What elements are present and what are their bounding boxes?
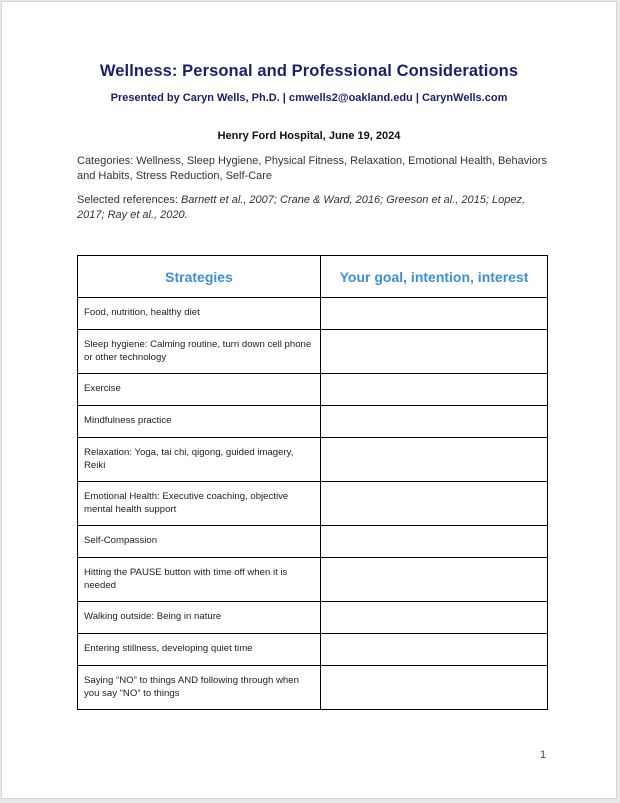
table-row [78,602,548,634]
strategy-cell: Entering stillness, developing quiet time [78,634,321,666]
table-row [78,406,548,438]
goal-header: Your goal, intention, interest [321,256,548,298]
strategy-cell: Self-Compassion [78,526,321,558]
goal-cell[interactable] [321,666,548,710]
table-row [78,330,548,374]
references-label: Selected references: [77,194,181,206]
goal-cell[interactable] [321,482,548,526]
table-header-row [78,256,548,298]
strategy-cell: Sleep hygiene: Calming routine, turn down cell phone or other technology [78,330,321,374]
strategy-cell: Relaxation: Yoga, tai chi, qigong, guided imagery, Reiki [78,438,321,482]
strategy-cell: Mindfulness practice [78,406,321,438]
strategies-table [77,255,548,710]
strategy-cell: Walking outside: Being in nature [78,602,321,634]
strategy-cell: Saying “NO” to things AND following through when you say “NO” to things [78,666,321,710]
strategies-header: Strategies [78,256,321,298]
goal-cell[interactable] [321,558,548,602]
document-title: Wellness: Personal and Professional Considerations [99,62,519,80]
table-row [78,526,548,558]
goal-cell[interactable] [321,406,548,438]
strategy-cell: Hitting the PAUSE button with time off when it is needed [78,558,321,602]
goal-cell[interactable] [321,374,548,406]
goal-cell[interactable] [321,438,548,482]
table-row [78,482,548,526]
event-line: Henry Ford Hospital, June 19, 2024 [217,130,401,142]
references-paragraph [77,193,547,223]
references-list: Barnett et al., 2007; Crane & Ward, 2016; Greeson et al., 2015; Lopez, 2017; Ray et al., 2020. [77,194,526,221]
presenter-line: Presented by Caryn Wells, Ph.D. | cmwells2@oakland.edu | CarynWells.com [110,92,508,104]
table-row [78,374,548,406]
goal-cell[interactable] [321,526,548,558]
table-row [78,666,548,710]
goal-cell[interactable] [321,634,548,666]
goal-cell[interactable] [321,298,548,330]
categories-paragraph: Categories: Wellness, Sleep Hygiene, Physical Fitness, Relaxation, Emotional Health, Behaviors and Habits, Stress Reduction, Self-Care [77,155,547,182]
table-row [78,634,548,666]
strategy-cell: Food, nutrition, healthy diet [78,298,321,330]
document-page [1,1,617,799]
page-number: 1 [540,749,547,761]
table-row [78,438,548,482]
goal-cell[interactable] [321,602,548,634]
strategy-cell: Emotional Health: Executive coaching, objective mental health support [78,482,321,526]
table-row [78,298,548,330]
table-row [78,558,548,602]
goal-cell[interactable] [321,330,548,374]
strategy-cell: Exercise [78,374,321,406]
